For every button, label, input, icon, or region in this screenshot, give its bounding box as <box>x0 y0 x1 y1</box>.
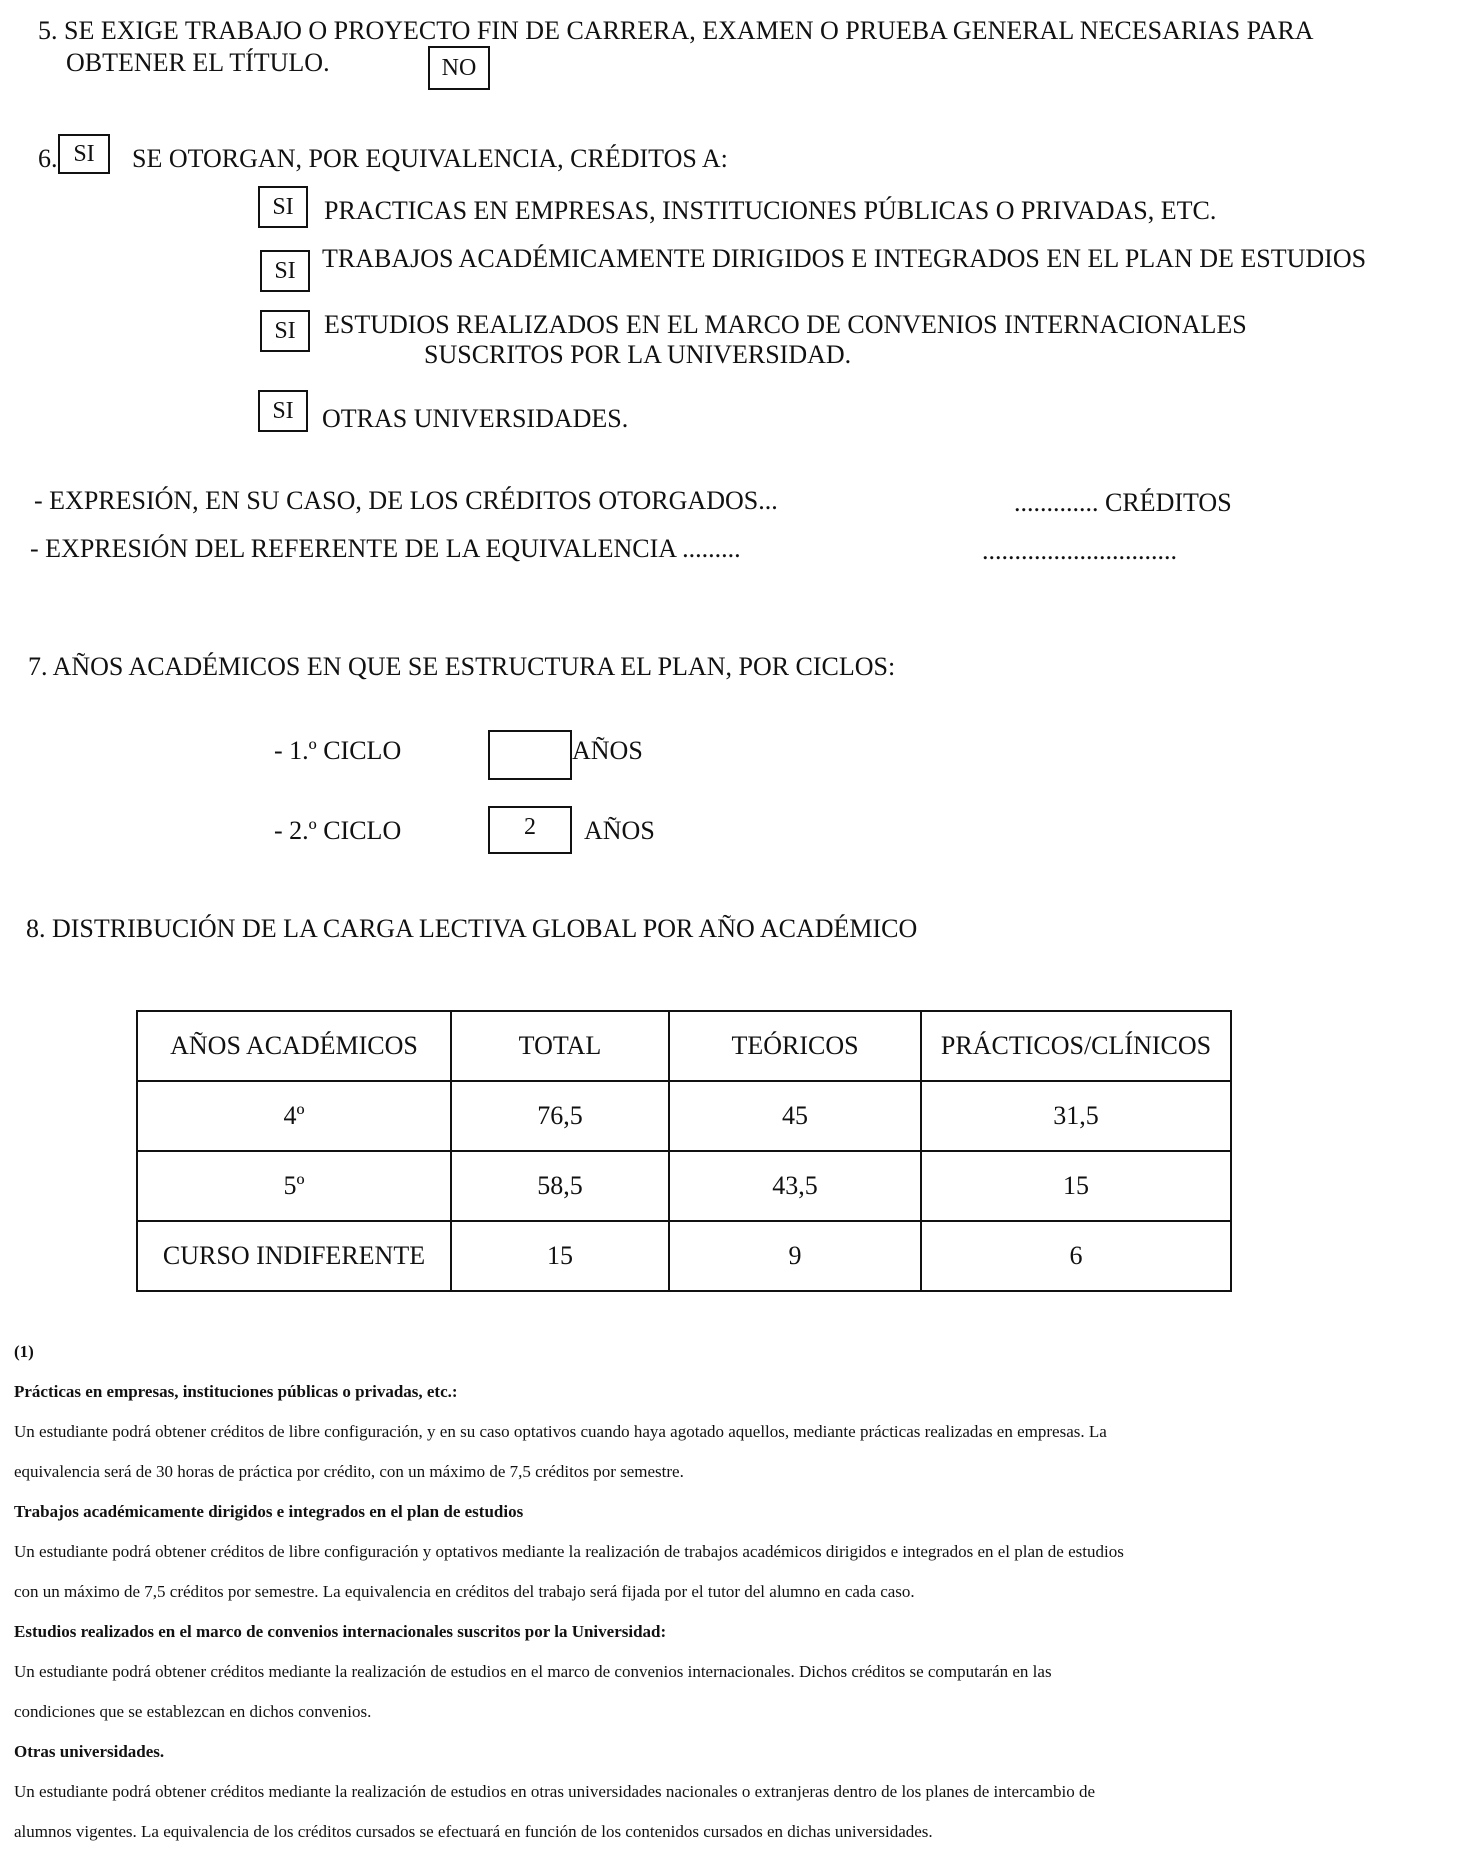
footnote-marker: (1) <box>14 1342 34 1361</box>
academic-load-table <box>136 1010 1232 1292</box>
footnotes <box>14 1332 1454 1852</box>
cell-total: 15 <box>451 1221 669 1291</box>
section7-title: 7. AÑOS ACADÉMICOS EN QUE SE ESTRUCTURA EL PLAN, POR CICLOS: <box>28 652 896 681</box>
table-row <box>137 1221 1231 1291</box>
section6-item3-label2: SUSCRITOS POR LA UNIVERSIDAD. <box>424 340 852 369</box>
header-practical-clinical: PRÁCTICOS/CLÍNICOS <box>921 1011 1231 1081</box>
expression-referent-fill: .............................. <box>982 536 1177 565</box>
section6-item3-box: SI <box>260 310 310 352</box>
note-paragraph: Un estudiante podrá obtener créditos de libre configuración, y en su caso optativos cuando haya agotado aquellos, mediante prácticas realizadas en empresas. La <box>14 1422 1107 1441</box>
table-row <box>137 1151 1231 1221</box>
section6-item3-label: ESTUDIOS REALIZADOS EN EL MARCO DE CONVENIOS INTERNACIONALES <box>324 310 1247 339</box>
section6-item1-box: SI <box>258 186 308 228</box>
section5-answer-box: NO <box>428 46 490 90</box>
note-heading: Prácticas en empresas, instituciones públicas o privadas, etc.: <box>14 1382 458 1401</box>
cell-year: 5º <box>137 1151 451 1221</box>
section6-item4-box: SI <box>258 390 308 432</box>
cell-total: 58,5 <box>451 1151 669 1221</box>
cycle1-years-box <box>488 730 572 780</box>
section5-text-line1: 5. SE EXIGE TRABAJO O PROYECTO FIN DE CARRERA, EXAMEN O PRUEBA GENERAL NECESARIAS PARA <box>38 16 1314 45</box>
note-paragraph: alumnos vigentes. La equivalencia de los créditos cursados se efectuará en función de los contenidos cursados en dichas universidades. <box>14 1822 933 1841</box>
note-heading: Otras universidades. <box>14 1742 165 1761</box>
expression-referent-label: - EXPRESIÓN DEL REFERENTE DE LA EQUIVALENCIA ......... <box>30 534 741 563</box>
section6-number: 6. <box>38 144 58 173</box>
header-academic-years: AÑOS ACADÉMICOS <box>137 1011 451 1081</box>
cell-practical: 31,5 <box>921 1081 1231 1151</box>
cell-total: 76,5 <box>451 1081 669 1151</box>
cell-practical: 6 <box>921 1221 1231 1291</box>
cycle2-years-box: 2 <box>488 806 572 854</box>
cell-theoretical: 43,5 <box>669 1151 921 1221</box>
note-paragraph: Un estudiante podrá obtener créditos mediante la realización de estudios en el marco de convenios internacionales. Dichos créditos se computarán en las <box>14 1662 1052 1681</box>
note-paragraph: Un estudiante podrá obtener créditos de libre configuración y optativos mediante la realización de trabajos académicos dirigidos e integrados en el plan de estudios <box>14 1542 1124 1561</box>
cell-year: CURSO INDIFERENTE <box>137 1221 451 1291</box>
section6-item2-box: SI <box>260 250 310 292</box>
note-heading: Trabajos académicamente dirigidos e integrados en el plan de estudios <box>14 1502 524 1521</box>
section6-item1-label: PRACTICAS EN EMPRESAS, INSTITUCIONES PÚBLICAS O PRIVADAS, ETC. <box>324 196 1217 225</box>
cell-year: 4º <box>137 1081 451 1151</box>
note-paragraph: condiciones que se establezcan en dichos convenios. <box>14 1702 372 1721</box>
table-header-row <box>137 1011 1231 1081</box>
expression-credits-fill: ............. CRÉDITOS <box>1014 488 1232 517</box>
note-paragraph: Un estudiante podrá obtener créditos mediante la realización de estudios en otras universidades nacionales o extranjeras dentro de los planes de intercambio de <box>14 1782 1095 1801</box>
cycle1-unit: AÑOS <box>572 736 643 765</box>
section6-title: SE OTORGAN, POR EQUIVALENCIA, CRÉDITOS A: <box>132 144 728 173</box>
table-row <box>137 1081 1231 1151</box>
cell-theoretical: 9 <box>669 1221 921 1291</box>
cell-practical: 15 <box>921 1151 1231 1221</box>
cycle2-label: - 2.º CICLO <box>274 816 402 845</box>
section5-text-line2: OBTENER EL TÍTULO. <box>66 48 330 77</box>
note-heading: Estudios realizados en el marco de convenios internacionales suscritos por la Universidad: <box>14 1622 667 1641</box>
header-total: TOTAL <box>451 1011 669 1081</box>
section6-answer-box: SI <box>58 134 110 174</box>
note-paragraph: con un máximo de 7,5 créditos por semestre. La equivalencia en créditos del trabajo será fijada por el tutor del alumno en cada caso. <box>14 1582 915 1601</box>
section6-item4-label: OTRAS UNIVERSIDADES. <box>322 404 629 433</box>
note-paragraph: equivalencia será de 30 horas de práctica por crédito, con un máximo de 7,5 créditos por semestre. <box>14 1462 684 1481</box>
cycle1-label: - 1.º CICLO <box>274 736 402 765</box>
header-theoretical: TEÓRICOS <box>669 1011 921 1081</box>
cell-theoretical: 45 <box>669 1081 921 1151</box>
section6-item2-label: TRABAJOS ACADÉMICAMENTE DIRIGIDOS E INTEGRADOS EN EL PLAN DE ESTUDIOS <box>322 244 1367 273</box>
cycle2-unit: AÑOS <box>584 816 655 845</box>
expression-credits-label: - EXPRESIÓN, EN SU CASO, DE LOS CRÉDITOS OTORGADOS... <box>34 486 778 515</box>
section8-title: 8. DISTRIBUCIÓN DE LA CARGA LECTIVA GLOBAL POR AÑO ACADÉMICO <box>26 914 918 943</box>
